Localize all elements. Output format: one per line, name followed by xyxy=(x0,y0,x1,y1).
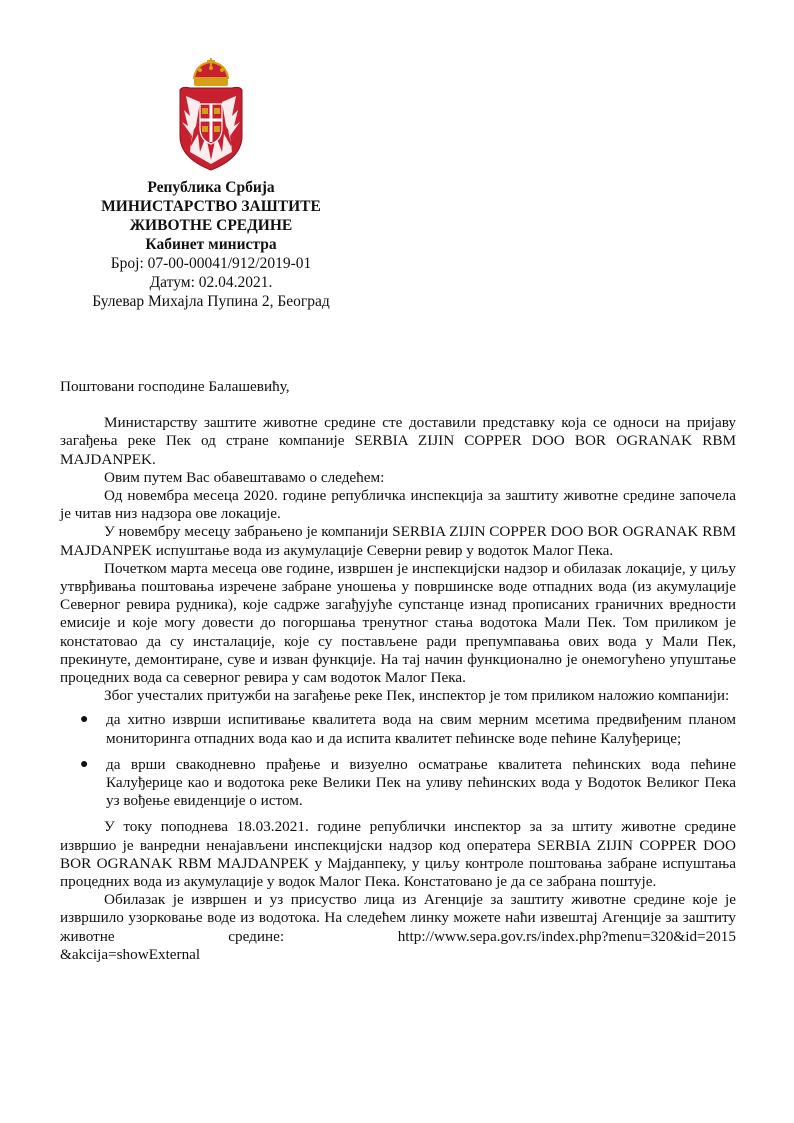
republic-name: Република Србија xyxy=(147,179,275,196)
ministry-address: Булевар Михајла Пупина 2, Београд xyxy=(92,293,330,310)
letterhead xyxy=(60,178,362,311)
list-item-text: да врши свакодневно прађење и визуелно осматрање квалитета пећинских вода пећине Калуђерице као и водотока реке Велики Пек на уливу пећинских вода у Водоток Великог Пека уз вођење евиденције о истом. xyxy=(106,755,736,810)
link-tail[interactable]: &akcija=showExternal xyxy=(60,945,201,963)
crown-icon xyxy=(194,58,228,86)
cabinet-name: Кабинет министра xyxy=(145,236,277,253)
salutation: Поштовани господине Балашевићу, xyxy=(60,378,290,395)
paragraph: Због учесталих притужби на загађење реке Пек, инспектор је том приликом наложио компанији: xyxy=(104,687,730,705)
bullet-icon: ● xyxy=(80,756,89,772)
serbia-coat-of-arms-icon xyxy=(176,56,246,174)
list-item xyxy=(80,755,736,811)
paragraph: Почетком марта месеца ове године, извршен је инспекцијски надзор и обилазак локације, у циљу утврђивања поштовања изречене забране уношења у површинске воде отпадних вода (из акумулације Северног ревира рудника), које садрже загађујуће супстанце изнад прописаних граничних вредности емисије и које могу довести до погоршања тренутног стања водотока Мали Пек. Том приликом је констатовао да су инсталације, које су постављене ради препумпавања ових вода у Мали Пек, прекинуте, демонтиране, суве и изван функције. На тај начин функционално је онемогућено упуштање процедних вода са северног ревира у сам водоток Малог Пека. xyxy=(60,559,736,687)
list-item xyxy=(80,711,736,747)
paragraph-with-link: Обилазак је извршен и уз присуство лица из Агенције за заштиту животне средине које је извршило узорковање воде из водотока. На следећем линку можете наћи извештај Агенције за заштиту животне средине: http://www.sepa.gov.rs/index.php?menu=320&id=2015 xyxy=(60,891,736,945)
bullet-icon: ● xyxy=(80,712,89,728)
document-date: Датум: 02.04.2021. xyxy=(149,274,273,291)
ministry-name-line1: МИНИСТАРСТВО ЗАШТИТЕ xyxy=(101,198,321,215)
bullet-list xyxy=(60,711,736,810)
eagle-shield-icon xyxy=(180,87,242,170)
ministry-name-line2: ЖИВОТНЕ СРЕДИНЕ xyxy=(129,217,293,234)
paragraph: У новембру месецу забрањено је компанији SERBIA ZIJIN COPPER DOO BOR OGRANAK RBM MAJDANPEK испуштање вода из акумулације Северни ревир у водоток Малог Пека. xyxy=(60,523,736,559)
document-number: Број: 07-00-00041/912/2019-01 xyxy=(110,255,312,272)
paragraph: Овим путем Вас обавештавамо о следећем: xyxy=(104,468,385,486)
list-item-text: да хитно изврши испитивање квалитета вода на свим мерним мсетима предвиђеним планом мониторинга отпадних вода као и да испита квалитет пећинске воде пећине Калуђерице; xyxy=(106,711,736,747)
paragraph: У току поподнева 18.03.2021. године републички инспектор за за штиту животне средине извршио је ванредни ненајављени инспекцијски надзор код оператера SERBIA ZIJIN COPPER DOO BOR OGRANAK RBM MAJDANPEK у Мајданпеку, у циљу контроле поштовања забране испуштања процедних вода из акумулације у водок Малог Пека. Констатовано је да се забрана поштује. xyxy=(60,818,736,891)
letter-body xyxy=(60,378,736,964)
paragraph: Од новембра месеца 2020. године републичка инспекција за заштиту животне средине започела је читав низ надзора ове локације. xyxy=(60,487,736,523)
paragraph: Министарству заштите животне средине сте доставили представку која се односи на пријаву загађења реке Пек од стране компаније SERBIA ZIJIN COPPER DOO BOR OGRANAK RBM MAJDANPEK. xyxy=(60,414,736,468)
